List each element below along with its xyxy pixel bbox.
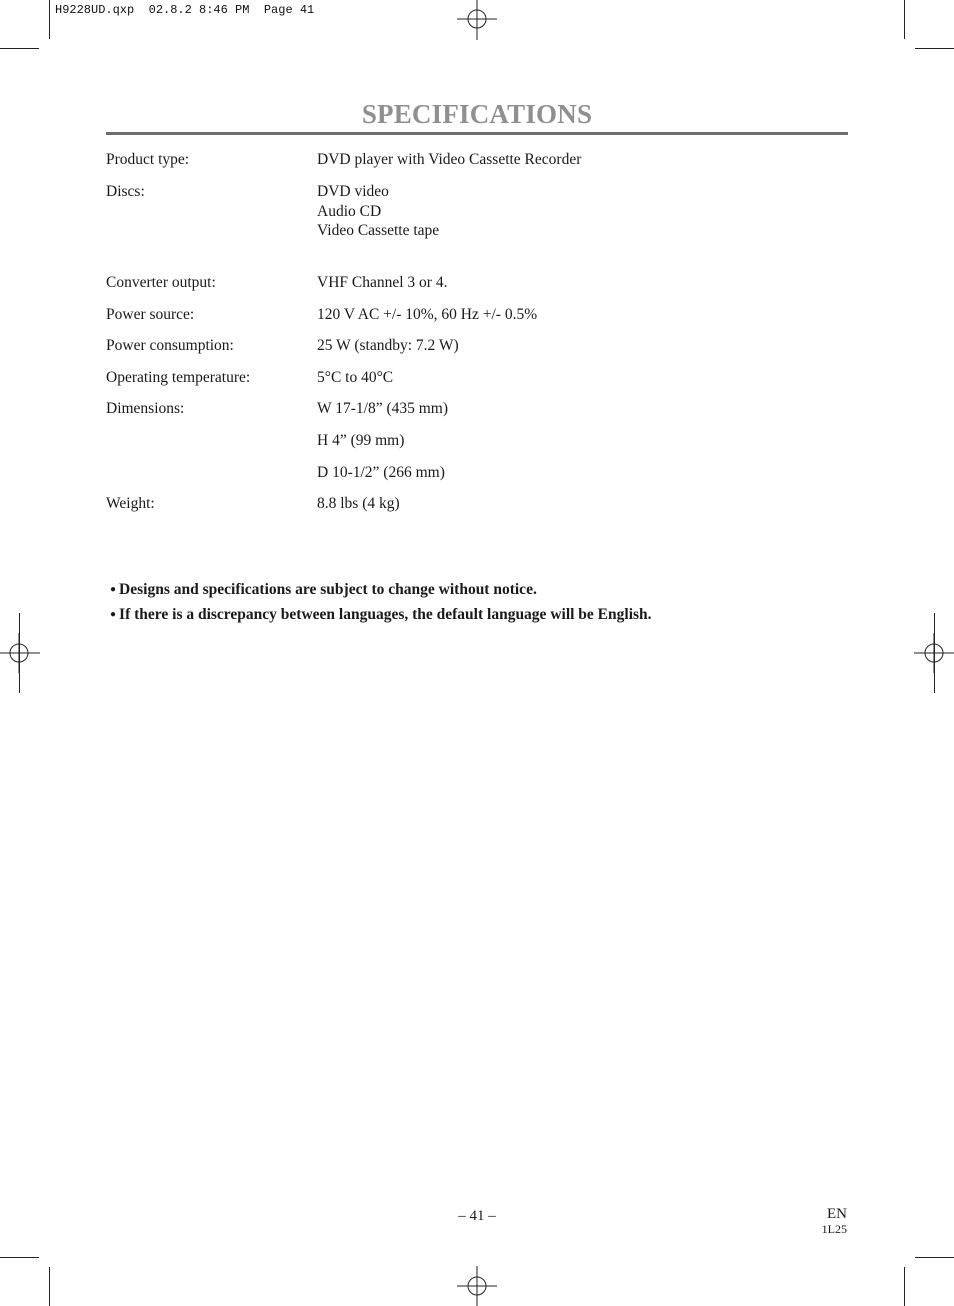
note-text: Designs and specifications are subject to change without notice.	[119, 581, 537, 598]
spec-label: Product type:	[106, 151, 190, 168]
spec-value: 5°C to 40°C	[317, 369, 394, 386]
registration-line-left	[19, 613, 20, 693]
spec-value: DVD player with Video Cassette Recorder	[317, 151, 582, 168]
spec-label: Weight:	[106, 495, 155, 512]
crop-mark-top-right-v	[904, 0, 905, 39]
crop-mark-bottom-right-v	[904, 1267, 905, 1306]
bullet-icon: ●	[110, 609, 117, 620]
crop-mark-bottom-right-h	[915, 1257, 954, 1258]
spec-value: W 17-1/8” (435 mm)	[317, 400, 449, 417]
note-item	[110, 581, 537, 599]
spec-value: 120 V AC +/- 10%, 60 Hz +/- 0.5%	[317, 306, 538, 323]
crop-mark-bottom-left-h	[0, 1257, 39, 1258]
registration-line-right	[934, 613, 935, 693]
spec-value: VHF Channel 3 or 4.	[317, 274, 448, 291]
page-title: SPECIFICATIONS	[361, 99, 593, 129]
spec-label: Dimensions:	[106, 400, 185, 417]
spec-value: DVD video Audio CD Video Cassette tape	[317, 183, 440, 239]
spec-value: 8.8 lbs (4 kg)	[317, 495, 400, 512]
registration-mark-icon	[0, 633, 40, 673]
bullet-icon: ●	[110, 584, 117, 595]
print-slug: H9228UD.qxp 02.8.2 8:46 PM Page 41	[55, 3, 315, 17]
spec-value: D 10-1/2” (266 mm)	[317, 464, 445, 481]
spec-value: H 4” (99 mm)	[317, 432, 405, 449]
crop-mark-top-left-h	[0, 48, 39, 49]
crop-mark-bottom-left-v	[49, 1267, 50, 1306]
crop-mark-top-left-v	[49, 0, 50, 39]
note-text: If there is a discrepancy between languages, the default language will be English.	[119, 606, 652, 623]
spec-label: Power source:	[106, 306, 195, 323]
spec-label: Discs:	[106, 183, 145, 200]
spec-value: 25 W (standby: 7.2 W)	[317, 337, 459, 354]
crop-mark-top-right-h	[915, 48, 954, 49]
page-number: – 41 –	[458, 1208, 496, 1224]
spec-label: Power consumption:	[106, 337, 234, 354]
language-code: EN	[827, 1206, 847, 1222]
title-rule	[106, 132, 848, 135]
spec-label: Operating temperature:	[106, 369, 251, 386]
note-item	[110, 606, 652, 624]
registration-mark-icon	[457, 0, 497, 40]
registration-mark-icon	[457, 1266, 497, 1306]
document-code: 1L25	[821, 1222, 847, 1236]
spec-label: Converter output:	[106, 274, 216, 291]
